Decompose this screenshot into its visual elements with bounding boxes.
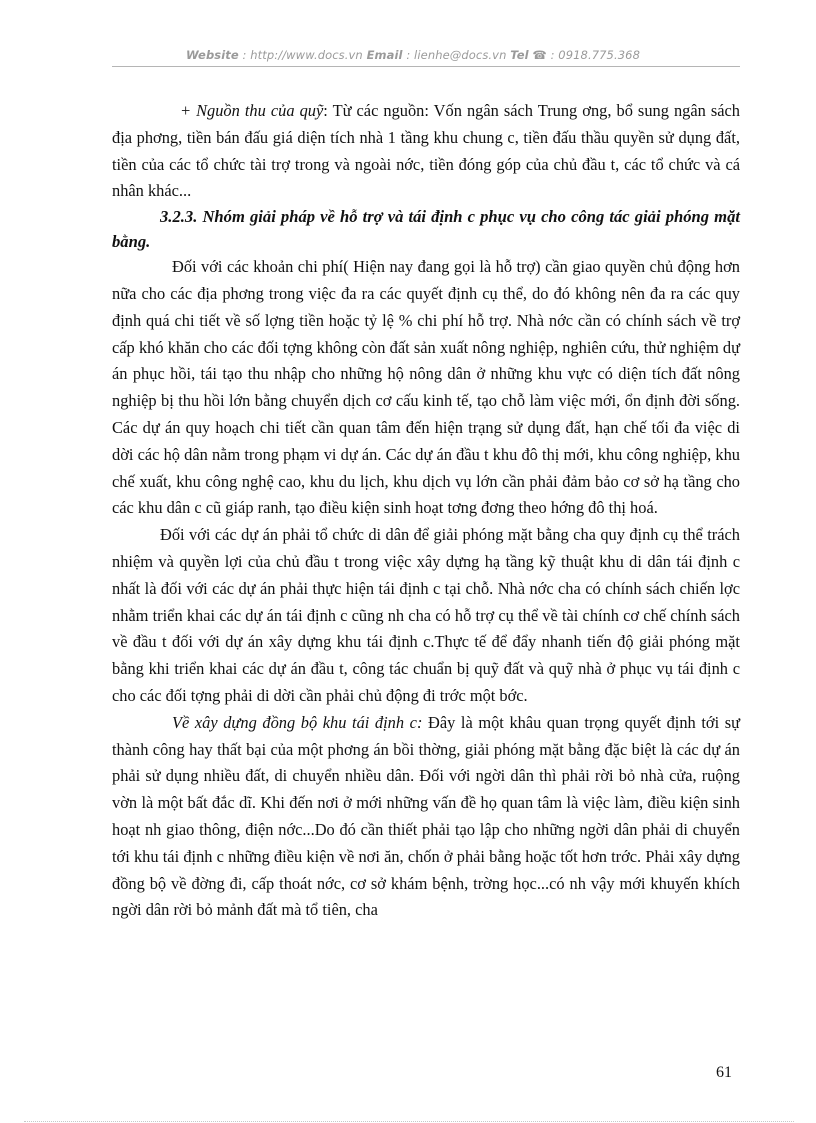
email-value: : lienhe@docs.vn [402, 48, 511, 62]
email-label: Email [366, 48, 403, 62]
page-number: 61 [716, 1064, 732, 1081]
website-value: : http://www.docs.vn [238, 48, 367, 62]
resettlement-area-lead: Về xây dựng đồng bộ khu tái định c: [172, 712, 423, 732]
fund-sources-text: : Từ các nguồn: Vốn ngân sách Trung ơng, bổ sung ngân sách địa phơng, tiền bán đấu giá diện tích nhà 1 tầng khu chung c, tiền đấu thầu quyền sử dụng đất, tiền của các tổ chức tài trợ trong và ngoài nớc, tiền đóng góp của chủ đầu t, các tổ chức và cá nhân khác... [112, 101, 740, 201]
paragraph-fund-sources [112, 98, 740, 205]
website-label: Website [186, 48, 239, 62]
resettlement-area-text: Đây là một khâu quan trọng quyết định tới sự thành công hay thất bại của một phơng án bồi thờng, giải phóng mặt bằng đặc biệt là các dự án phải sử dụng nhiều đất, di chuyển nhiều dân. Đối với ngời dân thì phải rời bỏ nhà cửa, ruộng vờn là một bất đắc dĩ. Khi đến nơi ở mới những vấn đề họ quan tâm là việc làm, điều kiện sinh hoạt nh giao thông, điện nớc...Do đó cần thiết phải tạo lập cho những ngời dân phải di chuyển tới khu tái định c những điều kiện về nơi ăn, chốn ở phải bằng hoặc tốt hơn trớc. Phải xây dựng đồng bộ về đờng đi, cấp thoát nớc, cơ sở khám bệnh, trờng học...có nh vậy mới khuyến khích ngời dân rời bỏ mảnh đất mà tổ tiên, cha [112, 712, 740, 920]
fund-sources-lead: + Nguồn thu của quỹ [180, 101, 324, 120]
paragraph-resettlement-projects: Đối với các dự án phải tổ chức di dân để giải phóng mặt bằng cha quy định cụ thể trách nhiệm và quyền lợi của chủ đầu t trong việc xây dựng hạ tầng kỹ thuật khu di dân tái định c nhất là đối với các dự án phải thực hiện tái định c tại chỗ. Nhà nớc cha có chính sách chiến lợc nhằm triển khai các dự án tái định c cũng nh cha có hỗ trợ cụ thể về tài chính cơ chế chính sách về đầu t đối với dự án xây dựng khu tái định c.Thực tế để đẩy nhanh tiến độ giải phóng mặt bằng khi triển khai các dự án đầu t, công tác chuẩn bị quỹ đất và quỹ nhà ở phục vụ tái định c cho các đối tợng phải di dời cần phải chủ động đi trớc một bớc. [112, 525, 740, 705]
section-heading: 3.2.3. Nhóm giải pháp về hỗ trợ và tái định c phục vụ cho công tác giải phóng mặt bằng. [112, 207, 740, 251]
page-header [186, 48, 666, 62]
paragraph-resettlement-area [112, 710, 740, 924]
page-body [112, 98, 740, 924]
footer-divider [24, 1121, 794, 1122]
tel-value: ☎ : 0918.775.368 [528, 48, 640, 62]
tel-label: Tel [510, 48, 529, 62]
paragraph-support-costs: Đối với các khoản chi phí( Hiện nay đang gọi là hỗ trợ) cần giao quyền chủ động hơn nữa cho các địa phơng trong việc đa ra các quyết định cụ thể, do đó không nên đa ra các quy định quá chi tiết về số lợng tiền hoặc tỷ lệ % chi phí hỗ trợ. Nhà nớc cần có chính sách về trợ cấp khó khăn cho các đối tợng không còn đất sản xuất nông nghiệp, nghiên cứu, thử nghiệm dự án phục hồi, tái tạo thu nhập cho những hộ nông dân ở những khu vực có diện tích đất nông nghiệp bị thu hồi lớn bằng chuyển dịch cơ cấu kinh tế, tạo chỗ làm việc mới, ổn định đời sống. Các dự án quy hoạch chi tiết cần quan tâm đến hiện trạng sử dụng đất, hạn chế tối đa việc di dời các hộ dân nằm trong phạm vi dự án. Các dự án đầu t khu đô thị mới, khu công nghiệp, khu chế xuất, khu công nghệ cao, khu du lịch, khu dịch vụ lớn cần phải đảm bảo cơ sở hạ tầng cho các khu dân c cũ giáp ranh, tạo điều kiện sinh hoạt tơng đơng theo hớng đô thị hoá. [112, 257, 740, 518]
header-divider [112, 66, 740, 67]
